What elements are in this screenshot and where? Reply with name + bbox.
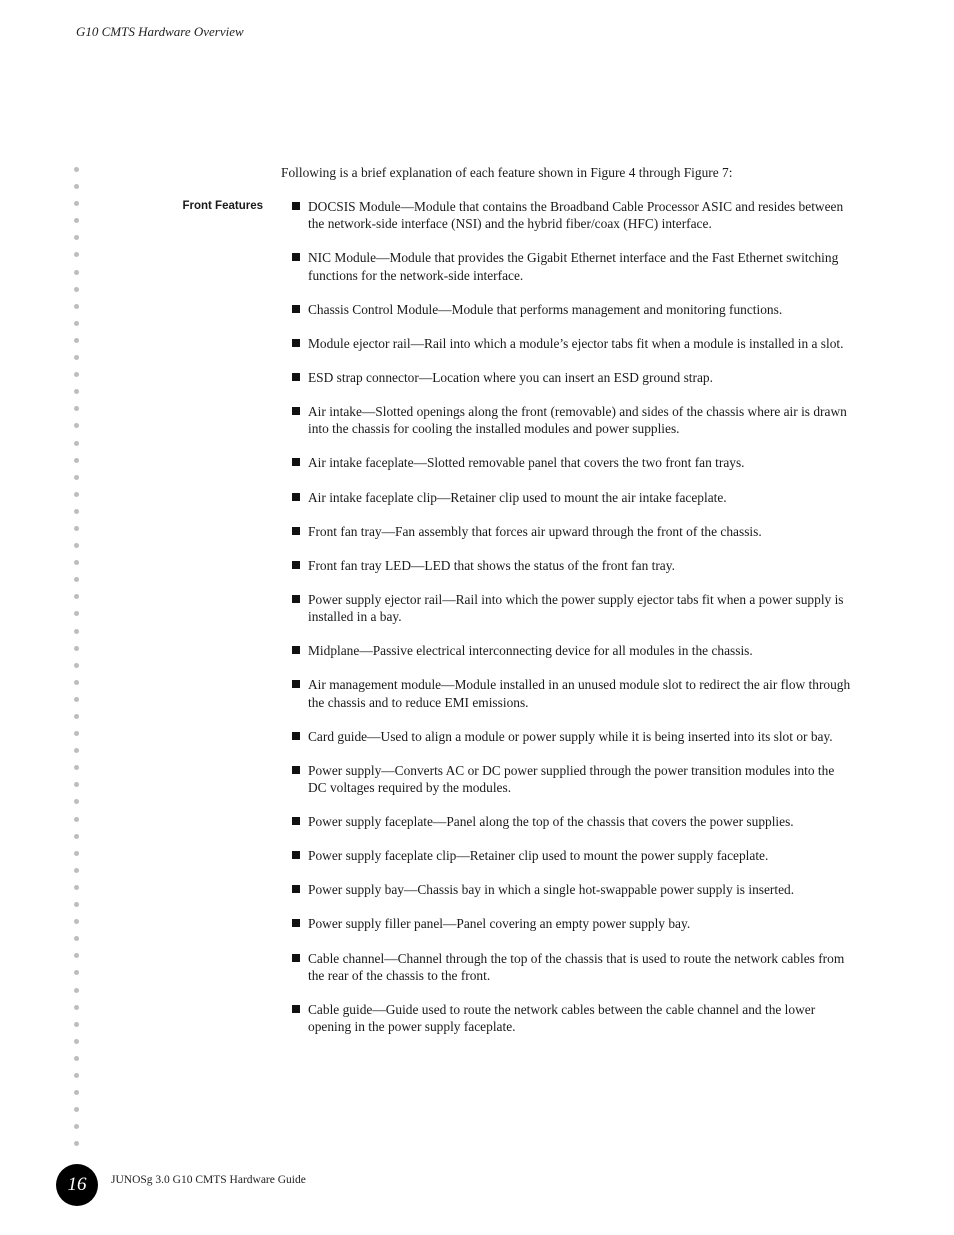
- square-bullet-icon: [292, 253, 300, 261]
- margin-dot: [74, 936, 79, 941]
- square-bullet-icon: [292, 732, 300, 740]
- margin-dot: [74, 406, 79, 411]
- margin-dot: [74, 697, 79, 702]
- margin-dot: [74, 304, 79, 309]
- square-bullet-icon: [292, 458, 300, 466]
- margin-dot: [74, 252, 79, 257]
- margin-dot: [74, 902, 79, 907]
- section-side-heading: Front Features: [182, 200, 263, 212]
- square-bullet-icon: [292, 561, 300, 569]
- margin-dot: [74, 851, 79, 856]
- square-bullet-icon: [292, 493, 300, 501]
- feature-item: [292, 335, 852, 352]
- feature-text: Front fan tray—Fan assembly that forces air upward through the front of the chassis.: [308, 523, 762, 539]
- margin-dot: [74, 441, 79, 446]
- feature-text: Power supply filler panel—Panel covering an empty power supply bay.: [308, 916, 691, 932]
- margin-dot: [74, 748, 79, 753]
- margin-dot: [74, 560, 79, 565]
- feature-item: [292, 1001, 852, 1036]
- margin-dot: [74, 355, 79, 360]
- margin-dot: [74, 577, 79, 582]
- square-bullet-icon: [292, 339, 300, 347]
- margin-dot: [74, 475, 79, 480]
- margin-dot: [74, 184, 79, 189]
- margin-dot: [74, 167, 79, 172]
- margin-dot: [74, 782, 79, 787]
- square-bullet-icon: [292, 373, 300, 381]
- margin-dot: [74, 1090, 79, 1095]
- feature-item: [292, 881, 852, 898]
- feature-text: Cable channel—Channel through the top of the chassis that is used to route the network cables from the rear of the chassis to the front.: [308, 950, 845, 983]
- feature-text: Power supply bay—Chassis bay in which a single hot-swappable power supply is inserted.: [308, 882, 795, 898]
- feature-item: [292, 813, 852, 830]
- margin-dot: [74, 885, 79, 890]
- margin-dot: [74, 1124, 79, 1129]
- square-bullet-icon: [292, 527, 300, 535]
- feature-item: [292, 198, 852, 233]
- square-bullet-icon: [292, 305, 300, 313]
- page-number: 16: [67, 1174, 87, 1195]
- margin-dot: [74, 1039, 79, 1044]
- feature-item: [292, 454, 852, 471]
- margin-dot: [74, 1107, 79, 1112]
- margin-dot: [74, 1056, 79, 1061]
- margin-dot: [74, 970, 79, 975]
- margin-dot-rule: [74, 167, 82, 1158]
- margin-dot: [74, 953, 79, 958]
- margin-dot: [74, 731, 79, 736]
- feature-item: [292, 950, 852, 985]
- square-bullet-icon: [292, 817, 300, 825]
- margin-dot: [74, 611, 79, 616]
- feature-item: [292, 847, 852, 864]
- feature-item: [292, 762, 852, 797]
- square-bullet-icon: [292, 851, 300, 859]
- square-bullet-icon: [292, 766, 300, 774]
- margin-dot: [74, 799, 79, 804]
- margin-dot: [74, 919, 79, 924]
- feature-item: [292, 915, 852, 932]
- feature-item: [292, 369, 852, 386]
- square-bullet-icon: [292, 407, 300, 415]
- feature-item: [292, 301, 852, 318]
- margin-dot: [74, 1073, 79, 1078]
- feature-item: [292, 728, 852, 745]
- margin-dot: [74, 458, 79, 463]
- margin-dot: [74, 629, 79, 634]
- feature-text: Air management module—Module installed in an unused module slot to redirect the air flow through the chassis and to reduce EMI emissions.: [308, 677, 851, 710]
- margin-dot: [74, 646, 79, 651]
- margin-dot: [74, 1022, 79, 1027]
- feature-text: Cable guide—Guide used to route the network cables between the cable channel and the lower opening in the power supply faceplate.: [308, 1001, 816, 1035]
- feature-text: DOCSIS Module—Module that contains the Broadband Cable Processor ASIC and resides between the network-side interface (NSI) and the hybrid fiber/coax (HFC) interface.: [308, 199, 844, 232]
- margin-dot: [74, 817, 79, 822]
- intro-paragraph: Following is a brief explanation of each feature shown in Figure 4 through Figure 7:: [281, 165, 733, 180]
- feature-item: [292, 523, 852, 540]
- feature-item: [292, 403, 852, 438]
- square-bullet-icon: [292, 680, 300, 688]
- feature-item: [292, 591, 852, 626]
- margin-dot: [74, 680, 79, 685]
- margin-dot: [74, 526, 79, 531]
- margin-dot: [74, 594, 79, 599]
- margin-dot: [74, 509, 79, 514]
- margin-dot: [74, 868, 79, 873]
- feature-text: Air intake faceplate clip—Retainer clip used to mount the air intake faceplate.: [308, 489, 727, 505]
- feature-item: [292, 676, 852, 711]
- square-bullet-icon: [292, 595, 300, 603]
- square-bullet-icon: [292, 954, 300, 962]
- feature-text: Module ejector rail—Rail into which a module’s ejector tabs fit when a module is installed in a slot.: [308, 335, 844, 351]
- feature-text: Power supply faceplate—Panel along the top of the chassis that covers the power supplies.: [308, 814, 794, 830]
- feature-text: Chassis Control Module—Module that performs management and monitoring functions.: [308, 301, 783, 317]
- margin-dot: [74, 201, 79, 206]
- feature-item: [292, 249, 852, 284]
- margin-dot: [74, 1141, 79, 1146]
- margin-dot: [74, 492, 79, 497]
- feature-text: Card guide—Used to align a module or power supply while it is being inserted into its slot or bay.: [308, 728, 833, 744]
- square-bullet-icon: [292, 919, 300, 927]
- margin-dot: [74, 765, 79, 770]
- feature-text: Front fan tray LED—LED that shows the status of the front fan tray.: [308, 557, 675, 573]
- footer-book-title: JUNOSg 3.0 G10 CMTS Hardware Guide: [111, 1174, 306, 1186]
- feature-text: Air intake—Slotted openings along the front (removable) and sides of the chassis where air is drawn into the chassis for cooling the installed modules and power supplies.: [308, 404, 847, 437]
- square-bullet-icon: [292, 202, 300, 210]
- margin-dot: [74, 423, 79, 428]
- feature-item: [292, 642, 852, 659]
- feature-text: Power supply faceplate clip—Retainer clip used to mount the power supply faceplate.: [308, 848, 769, 864]
- margin-dot: [74, 372, 79, 377]
- page-number-badge: [56, 1164, 98, 1206]
- margin-dot: [74, 321, 79, 326]
- square-bullet-icon: [292, 885, 300, 893]
- margin-dot: [74, 1005, 79, 1010]
- square-bullet-icon: [292, 1005, 300, 1013]
- square-bullet-icon: [292, 646, 300, 654]
- margin-dot: [74, 389, 79, 394]
- margin-dot: [74, 663, 79, 668]
- margin-dot: [74, 714, 79, 719]
- margin-dot: [74, 988, 79, 993]
- running-header: G10 CMTS Hardware Overview: [76, 24, 244, 39]
- margin-dot: [74, 218, 79, 223]
- margin-dot: [74, 543, 79, 548]
- margin-dot: [74, 287, 79, 292]
- feature-text: Power supply—Converts AC or DC power supplied through the power transition modules into the DC voltages required by the modules.: [308, 762, 835, 796]
- feature-item: [292, 489, 852, 506]
- feature-item: [292, 557, 852, 574]
- margin-dot: [74, 834, 79, 839]
- feature-text: Power supply ejector rail—Rail into which the power supply ejector tabs fit when a power supply is installed in a bay.: [308, 591, 844, 625]
- feature-text: ESD strap connector—Location where you can insert an ESD ground strap.: [308, 369, 713, 385]
- feature-text: Air intake faceplate—Slotted removable panel that covers the two front fan trays.: [308, 455, 745, 471]
- margin-dot: [74, 235, 79, 240]
- feature-text: Midplane—Passive electrical interconnecting device for all modules in the chassis.: [308, 643, 753, 659]
- feature-text: NIC Module—Module that provides the Gigabit Ethernet interface and the Fast Ethernet switching functions for the network-side interface.: [308, 250, 839, 283]
- margin-dot: [74, 270, 79, 275]
- feature-list: [292, 198, 852, 1052]
- margin-dot: [74, 338, 79, 343]
